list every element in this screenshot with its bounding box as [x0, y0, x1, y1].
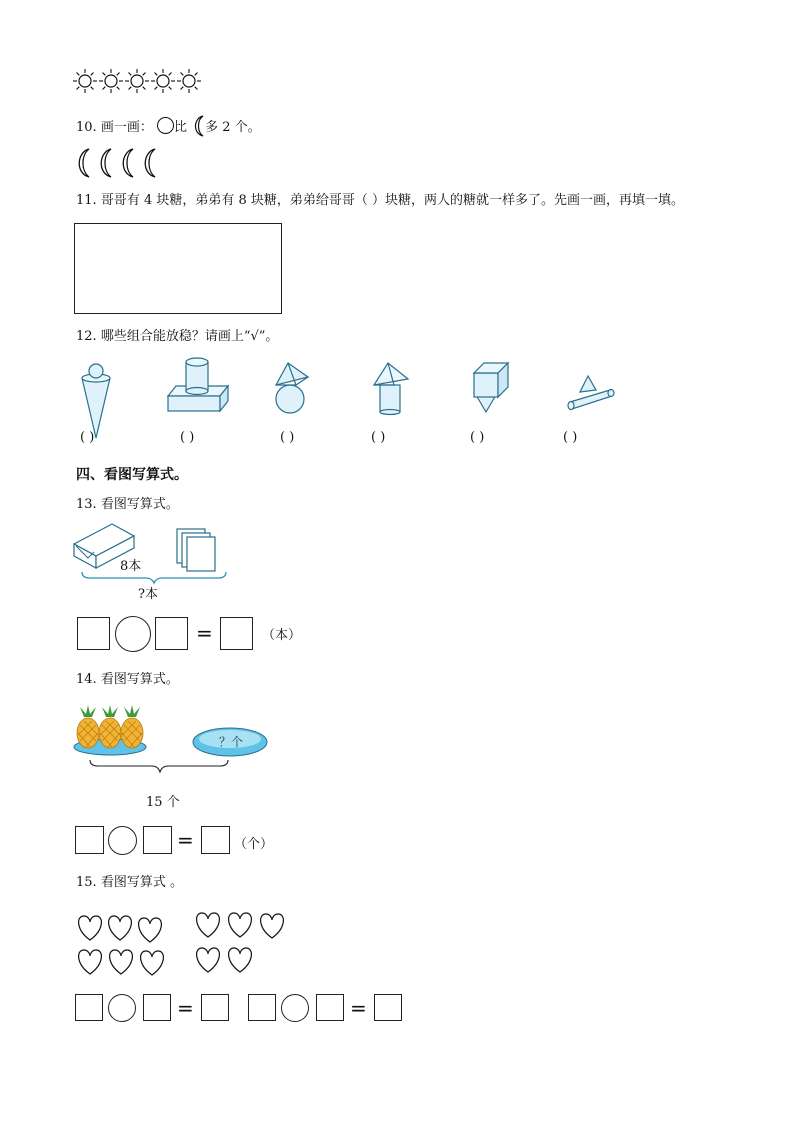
question-text: 看图写算式。 [100, 497, 179, 512]
unit-label: （本） [262, 628, 302, 643]
question-text: 多 2 个。 [205, 120, 261, 135]
pineapple-plate-figure [72, 705, 152, 757]
heart-icon [139, 918, 162, 942]
cube-on-cone-figure [470, 359, 514, 415]
heart-icon [79, 950, 102, 974]
cone-on-sphere-figure [270, 359, 314, 415]
pineapple-icon [77, 705, 99, 748]
equals-sign: = [177, 996, 194, 1020]
sun-icon [176, 68, 202, 94]
question-text: 哥哥有 4 块糖，弟弟有 8 块糖，弟弟给哥哥（ ）块糖，两人的糖就一样多了。先画一画，再填一填。 [100, 193, 685, 208]
question-number: 15. [76, 875, 97, 890]
sun-icon [72, 68, 98, 94]
part-label: 8本 [120, 559, 142, 574]
heart-icon [229, 913, 252, 937]
answer-blank-5[interactable]: ( ) [470, 430, 485, 445]
cylinder-on-cuboid-figure [166, 356, 230, 414]
heart-icon [141, 951, 164, 975]
question-13 [76, 496, 179, 514]
hearts-group-right [192, 909, 292, 977]
moon-row [74, 148, 174, 180]
operator-circle[interactable] [115, 616, 151, 652]
answer-box[interactable] [248, 994, 276, 1021]
equals-sign: = [350, 996, 367, 1020]
heart-icon [261, 914, 284, 938]
question-12 [76, 328, 278, 346]
crescent-moon-icon [96, 148, 114, 178]
operator-circle[interactable] [281, 994, 309, 1022]
sun-icon [124, 68, 150, 94]
question-15 [76, 874, 183, 892]
plate-label: ？个 [219, 735, 244, 749]
answer-blank-6[interactable]: ( ) [563, 430, 578, 445]
question-14 [76, 671, 179, 689]
loose-books-figure [175, 527, 219, 573]
crescent-moon-icon [74, 148, 92, 178]
operator-circle[interactable] [108, 826, 137, 855]
question-11 [76, 192, 684, 210]
answer-box[interactable] [75, 994, 103, 1021]
brace [88, 758, 238, 774]
unit-label: （个） [234, 837, 274, 852]
answer-box[interactable] [201, 826, 230, 854]
cone-on-cylinder-figure [370, 359, 414, 415]
sun-row [72, 66, 212, 96]
total-label: ?本 [138, 587, 158, 602]
circle-icon [157, 117, 174, 134]
question-number: 14. [76, 672, 97, 687]
equals-sign: = [177, 828, 194, 852]
heart-icon [197, 948, 220, 972]
question-text: 哪些组合能放稳？请画上“√”。 [100, 329, 279, 344]
question-text: 画一画： [100, 120, 153, 135]
sun-icon [98, 68, 124, 94]
answer-blank-4[interactable]: ( ) [371, 430, 386, 445]
answer-box[interactable] [77, 617, 110, 650]
question-10 [76, 115, 261, 137]
answer-box[interactable] [155, 617, 188, 650]
equals-sign: = [196, 621, 213, 645]
cone-on-lying-cylinder-figure [564, 372, 616, 412]
crescent-moon-icon [191, 115, 205, 137]
question-number: 13. [76, 497, 97, 512]
brace [80, 570, 230, 584]
section-title: 四、看图写算式。 [76, 467, 188, 483]
answer-box[interactable] [220, 617, 253, 650]
answer-box[interactable] [201, 994, 229, 1021]
ball-on-cone-figure [78, 362, 114, 440]
pineapple-icon [99, 705, 121, 748]
heart-icon [229, 948, 252, 972]
hearts-group-left [74, 912, 174, 980]
total-label: 15 个 [146, 795, 180, 810]
heart-icon [79, 916, 102, 940]
crescent-moon-icon [140, 148, 158, 178]
drawing-area[interactable] [74, 223, 282, 314]
question-text: 看图写算式 。 [100, 875, 183, 890]
question-number: 10. [76, 120, 97, 135]
heart-icon [110, 950, 133, 974]
heart-icon [197, 913, 220, 937]
answer-box[interactable] [143, 994, 171, 1021]
answer-box[interactable] [316, 994, 344, 1021]
answer-box[interactable] [75, 826, 104, 854]
question-number: 12. [76, 329, 97, 344]
answer-box[interactable] [143, 826, 172, 854]
heart-icon [109, 916, 132, 940]
answer-box[interactable] [374, 994, 402, 1021]
answer-blank-1[interactable]: ( ) [80, 430, 95, 445]
pineapple-icon [121, 705, 143, 748]
answer-blank-3[interactable]: ( ) [280, 430, 295, 445]
answer-blank-2[interactable]: ( ) [180, 430, 195, 445]
question-number: 11. [76, 193, 97, 208]
sun-icon [150, 68, 176, 94]
question-text: 比 [173, 120, 187, 135]
crescent-moon-icon [118, 148, 136, 178]
operator-circle[interactable] [108, 994, 136, 1022]
question-text: 看图写算式。 [100, 672, 179, 687]
